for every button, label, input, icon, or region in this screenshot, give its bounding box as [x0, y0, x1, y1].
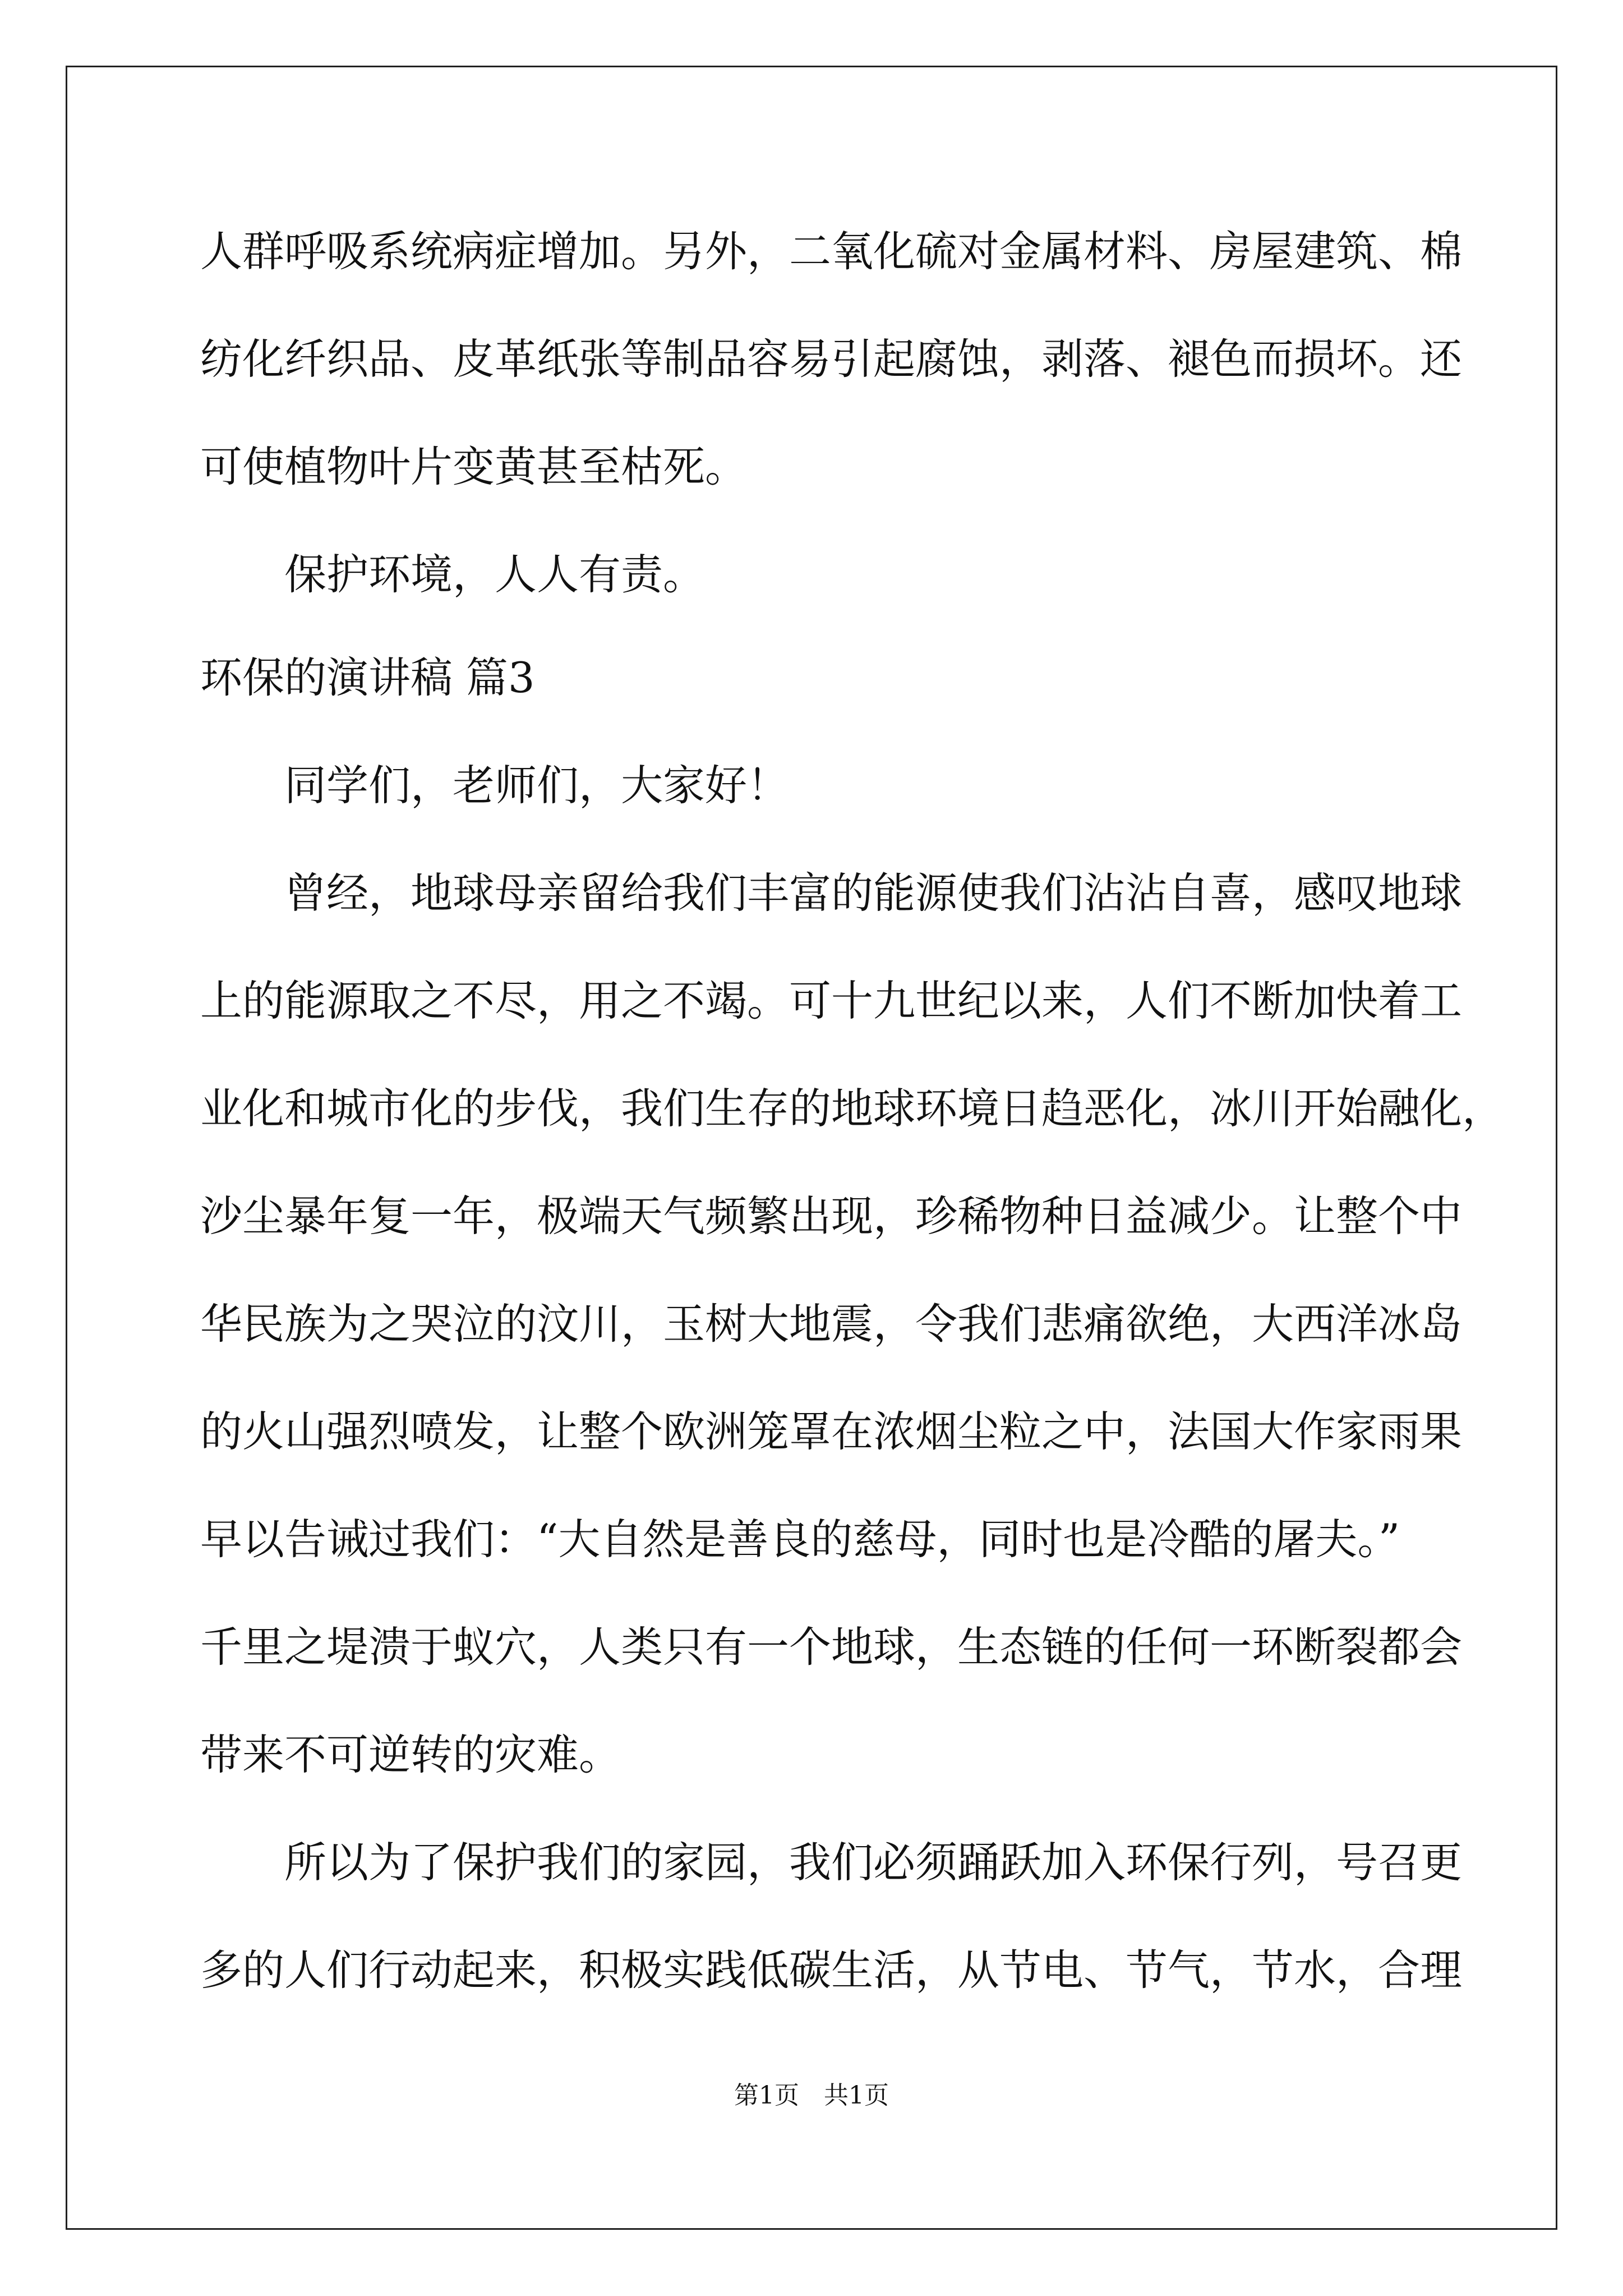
page-footer: 第1页 共1页	[734, 2081, 889, 2110]
paragraph-line: 纺化纤织品、皮革纸张等制品容易引起腐蚀，剥落、褪色而损坏。还	[200, 334, 1463, 384]
paragraph-line: 沙尘暴年复一年，极端天气频繁出现，珍稀物种日益减少。让整个中	[200, 1191, 1463, 1241]
paragraph-line: 曾经，地球母亲留给我们丰富的能源使我们沾沾自喜，感叹地球	[284, 868, 1463, 918]
paragraph-line: 业化和城市化的步伐，我们生存的地球环境日趋恶化，冰川开始融化，	[200, 1084, 1505, 1133]
paragraph-line: 早以告诫过我们：“大自然是善良的慈母，同时也是冷酷的屠夫。”	[200, 1515, 1400, 1564]
paragraph-line: 带来不可逆转的灾难。	[200, 1730, 621, 1779]
paragraph-line: 华民族为之哭泣的汶川，玉树大地震，令我们悲痛欲绝，大西洋冰岛	[200, 1299, 1463, 1349]
paragraph-line: 所以为了保护我们的家园，我们必须踊跃加入环保行列，号召更	[284, 1838, 1463, 1887]
paragraph-line: 人群呼吸系统病症增加。另外，二氧化硫对金属材料、房屋建筑、棉	[200, 227, 1463, 276]
paragraph-line: 保护环境，人人有责。	[284, 550, 706, 599]
paragraph-line: 的火山强烈喷发，让整个欧洲笼罩在浓烟尘粒之中，法国大作家雨果	[200, 1407, 1463, 1456]
paragraph-line: 同学们，老师们，大家好！	[284, 761, 790, 810]
paragraph-line: 可使植物叶片变黄甚至枯死。	[200, 442, 748, 491]
paragraph-line: 多的人们行动起来，积极实践低碳生活，从节电、节气，节水，合理	[200, 1945, 1463, 1995]
paragraph-line: 千里之堤溃于蚁穴，人类只有一个地球，生态链的任何一环断裂都会	[200, 1622, 1463, 1672]
paragraph-line: 上的能源取之不尽，用之不竭。可十九世纪以来，人们不断加快着工	[200, 976, 1463, 1025]
section-heading: 环保的演讲稿 篇3	[200, 653, 535, 702]
page-border	[66, 66, 1557, 2230]
